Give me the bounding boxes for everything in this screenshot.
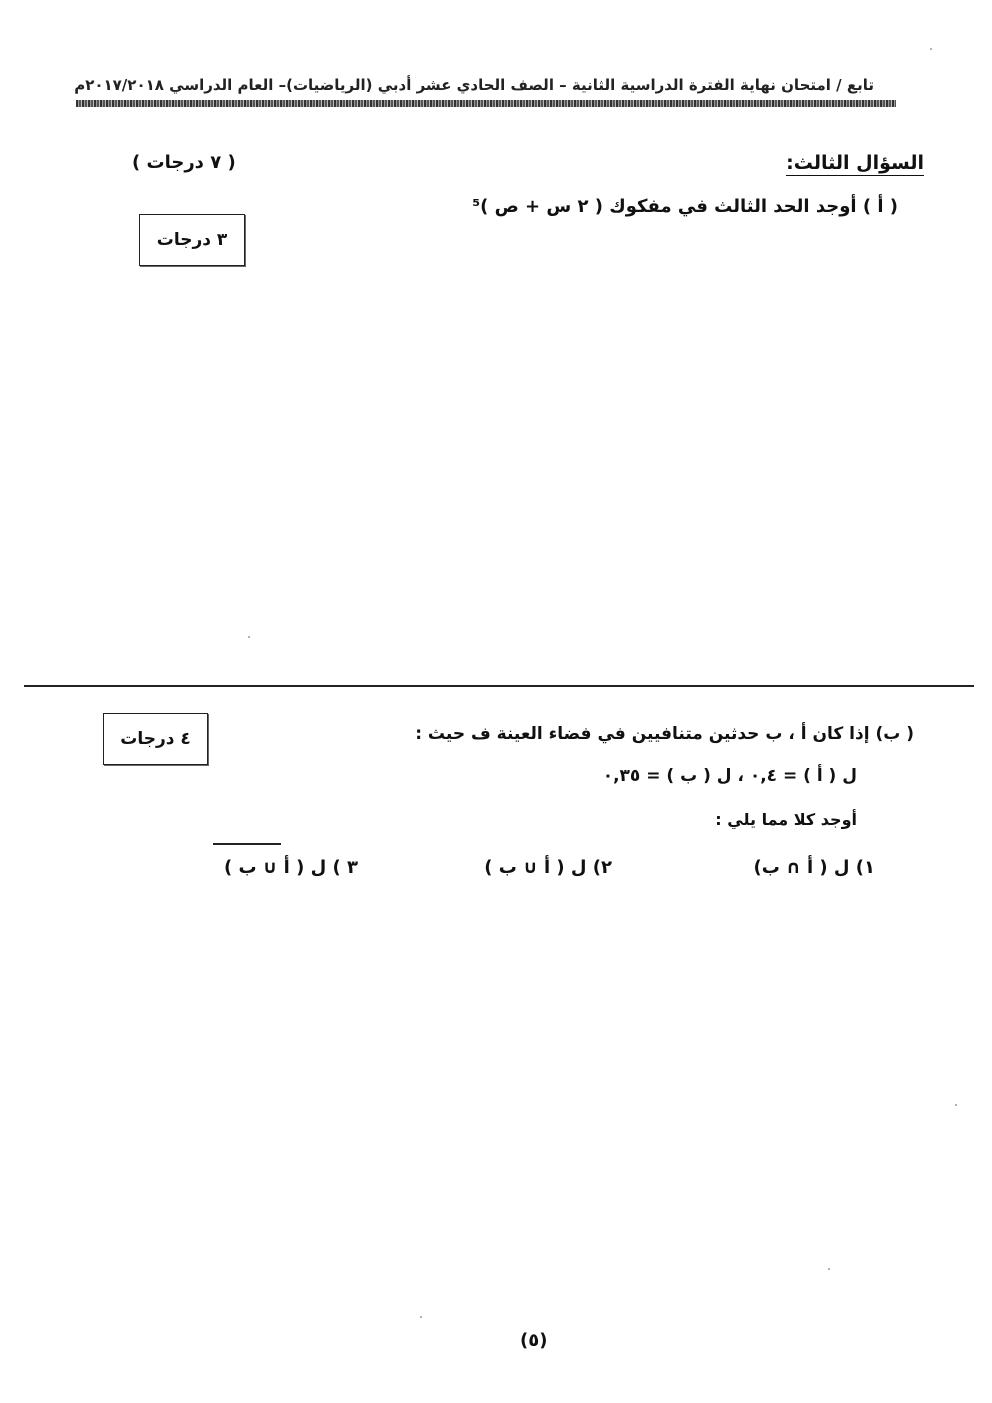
scan-speck [420, 1316, 422, 1318]
section-divider [24, 685, 974, 687]
page-number: (٥) [520, 1330, 548, 1351]
part-b-item-3: ٣ ) ل ( أ ∪ ب ) [223, 857, 358, 878]
part-b-given-probabilities: ل ( أ ) = ٠,٤ ، ل ( ب ) = ٠,٣٥ [602, 766, 857, 786]
question-title: السؤال الثالث: [786, 152, 924, 174]
scan-speck [955, 1104, 957, 1106]
header-divider [76, 100, 896, 107]
part-b-item-1: ١) ل ( أ ∩ ب) [753, 857, 875, 878]
part-b-instruction: أوجد كلا مما يلي : [715, 810, 857, 829]
part-a-marks-box: ٣ درجات [139, 214, 245, 266]
question-total-marks: ( ٧ درجات ) [132, 152, 236, 173]
scan-speck [930, 48, 932, 50]
part-b-item-2: ٢) ل ( أ ∪ ب ) [484, 857, 612, 878]
exam-header-title: تابع / امتحان نهاية الفترة الدراسية الثانية – الصف الحادي عشر أدبي (الرياضيات)– العام الدراسي ٢٠١٧/٢٠١٨م [74, 76, 874, 94]
part-b-marks-box: ٤ درجات [103, 713, 208, 765]
part-b-prompt: ( ب) إذا كان أ ، ب حدثين متنافيين في فضاء العينة ف حيث : [415, 724, 914, 744]
scan-speck [248, 636, 250, 638]
part-a-prompt: ( أ ) أوجد الحد الثالث في مفكوك ( ٢ س + ص )⁵ [472, 196, 898, 217]
complement-overline [213, 843, 281, 845]
scan-speck [828, 1268, 830, 1270]
